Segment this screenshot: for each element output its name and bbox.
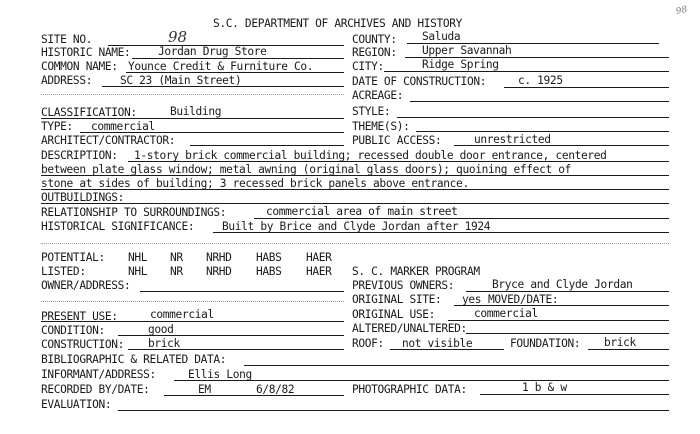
- bibliographic-line: [244, 365, 669, 366]
- previous-owners-value: Bryce and Clyde Jordan: [492, 278, 633, 291]
- public-access-value: unrestricted: [474, 133, 551, 146]
- architect-line: [190, 145, 344, 146]
- condition-label: CONDITION:: [41, 324, 105, 337]
- condition-line: [118, 335, 344, 336]
- significance-label: HISTORICAL SIGNIFICANCE:: [41, 220, 195, 233]
- outbuildings-line: [41, 203, 669, 204]
- previous-owners-label: PREVIOUS OWNERS:: [352, 279, 455, 292]
- moved-date-label: MOVED/DATE:: [488, 293, 559, 306]
- roof-value: not visible: [402, 337, 473, 350]
- style-label: STYLE:: [352, 105, 391, 118]
- address-label: ADDRESS:: [41, 74, 93, 87]
- description-line-3: stone at sides of building; 3 recessed brick panels above entrance.: [41, 177, 469, 190]
- city-line: [384, 71, 669, 72]
- listed-nhl: NHL: [128, 265, 148, 278]
- construction-label: CONSTRUCTION:: [41, 338, 125, 351]
- description-underline-2: [41, 175, 669, 176]
- public-access-label: PUBLIC ACCESS:: [352, 134, 442, 147]
- original-use-label: ORIGINAL USE:: [352, 308, 436, 321]
- significance-dotted-line: [41, 243, 669, 244]
- date-of-construction-value: c. 1925: [518, 74, 563, 87]
- historic-name-value: Jordan Drug Store: [158, 45, 267, 58]
- type-label: TYPE:: [41, 120, 73, 133]
- marker-program: S. C. MARKER PROGRAM: [352, 265, 480, 278]
- description-line-1: 1-story brick commercial building; recessed double door entrance, centered: [134, 149, 607, 162]
- informant-label: INFORMANT/ADDRESS:: [41, 368, 156, 381]
- address-line: [102, 86, 344, 87]
- classification-line: [41, 118, 344, 119]
- potential-nrhd: NRHD: [206, 251, 232, 264]
- recorded-by-label: RECORDED BY/DATE:: [41, 383, 150, 396]
- common-name-value: Younce Credit & Furniture Co.: [128, 60, 314, 73]
- historic-name-label: HISTORIC NAME:: [41, 46, 131, 59]
- listed-habs: HABS: [256, 265, 282, 278]
- foundation-value: brick: [604, 336, 636, 349]
- site-no-value: 98: [168, 28, 188, 46]
- description-underline-1: [128, 161, 669, 162]
- recorded-date-value: 6/8/82: [256, 383, 295, 396]
- present-use-line: [41, 321, 344, 322]
- listed-nrhd: NRHD: [206, 265, 232, 278]
- potential-habs: HABS: [256, 251, 282, 264]
- owner-dotted-line: [41, 301, 344, 302]
- relationship-value: commercial area of main street: [266, 205, 458, 218]
- listed-nr: NR: [170, 265, 183, 278]
- address-dotted-line: [41, 94, 344, 95]
- photographic-value: 1 b & w: [522, 381, 567, 394]
- site-no-label: SITE NO.: [41, 33, 93, 46]
- public-access-line: [454, 145, 669, 146]
- roof-line: [390, 349, 504, 350]
- themes-label: THEME(S):: [352, 120, 410, 133]
- county-value: Saluda: [422, 30, 461, 43]
- altered-label: ALTERED/UNALTERED:: [352, 322, 467, 335]
- address-value: SC 23 (Main Street): [120, 74, 242, 87]
- altered-line: [466, 333, 669, 334]
- potential-nhl: NHL: [128, 251, 148, 264]
- region-label: REGION:: [352, 46, 397, 59]
- informant-value: Ellis Long: [188, 368, 252, 381]
- city-label: CITY:: [352, 60, 384, 73]
- potential-haer: HAER: [306, 251, 332, 264]
- original-use-value: commercial: [474, 307, 538, 320]
- photographic-label: PHOTOGRAPHIC DATA:: [352, 383, 467, 396]
- original-use-line: [448, 320, 669, 321]
- potential-nr: NR: [170, 251, 183, 264]
- owner-address-line: [140, 291, 344, 292]
- significance-value: Built by Brice and Clyde Jordan after 1924: [222, 220, 491, 233]
- outbuildings-label: OUTBUILDINGS:: [41, 191, 125, 204]
- type-value: commercial: [91, 120, 155, 133]
- acreage-label: ACREAGE:: [352, 89, 404, 102]
- owner-address-label: OWNER/ADDRESS:: [41, 279, 131, 292]
- informant-line: [174, 380, 669, 381]
- present-use-label: PRESENT USE:: [41, 310, 118, 323]
- previous-owners-line: [466, 291, 669, 292]
- construction-line: [128, 349, 344, 350]
- form-header: S.C. DEPARTMENT OF ARCHIVES AND HISTORY: [213, 17, 463, 30]
- style-line: [397, 117, 669, 118]
- recorded-by-value: EM: [198, 383, 211, 396]
- construction-value: brick: [148, 337, 180, 350]
- bibliographic-label: BIBLIOGRAPHIC & RELATED DATA:: [41, 353, 227, 366]
- potential-label: POTENTIAL:: [41, 251, 105, 264]
- classification-label: CLASSIFICATION:: [41, 106, 137, 119]
- relationship-line: [254, 218, 669, 219]
- historic-name-line: [132, 58, 344, 59]
- region-value: Upper Savannah: [422, 44, 512, 57]
- date-line: [504, 87, 669, 88]
- present-use-value: commercial: [150, 308, 214, 321]
- county-label: COUNTY:: [352, 33, 397, 46]
- architect-label: ARCHITECT/CONTRACTOR:: [41, 134, 176, 147]
- foundation-line: [588, 349, 669, 350]
- city-value: Ridge Spring: [422, 58, 499, 71]
- evaluation-label: EVALUATION:: [41, 398, 112, 411]
- type-line: [80, 132, 344, 133]
- description-line-2: between plate glass window; metal awning (original glass doors); quoining effect of: [41, 163, 571, 176]
- common-name-line: [126, 72, 344, 73]
- foundation-label: FOUNDATION:: [510, 337, 581, 350]
- listed-label: LISTED:: [41, 265, 86, 278]
- listed-haer: HAER: [306, 265, 332, 278]
- photographic-line: [480, 394, 669, 395]
- evaluation-line: [118, 410, 669, 411]
- original-site-value: yes: [462, 293, 482, 306]
- significance-line: [213, 232, 669, 233]
- description-underline-3: [41, 189, 669, 190]
- acreage-line: [410, 101, 669, 102]
- roof-label: ROOF:: [352, 337, 384, 350]
- date-of-construction-label: DATE OF CONSTRUCTION:: [352, 75, 487, 88]
- original-site-label: ORIGINAL SITE:: [352, 293, 442, 306]
- themes-line: [416, 131, 669, 132]
- relationship-label: RELATIONSHIP TO SURROUNDINGS:: [41, 206, 227, 219]
- original-site-line: [454, 305, 669, 306]
- common-name-label: COMMON NAME:: [41, 60, 118, 73]
- corner-page-note: 98: [675, 4, 689, 18]
- classification-value: Building: [170, 105, 222, 118]
- condition-value: good: [148, 323, 174, 336]
- recorded-by-line: [164, 395, 344, 396]
- description-label: DESCRIPTION:: [41, 149, 118, 162]
